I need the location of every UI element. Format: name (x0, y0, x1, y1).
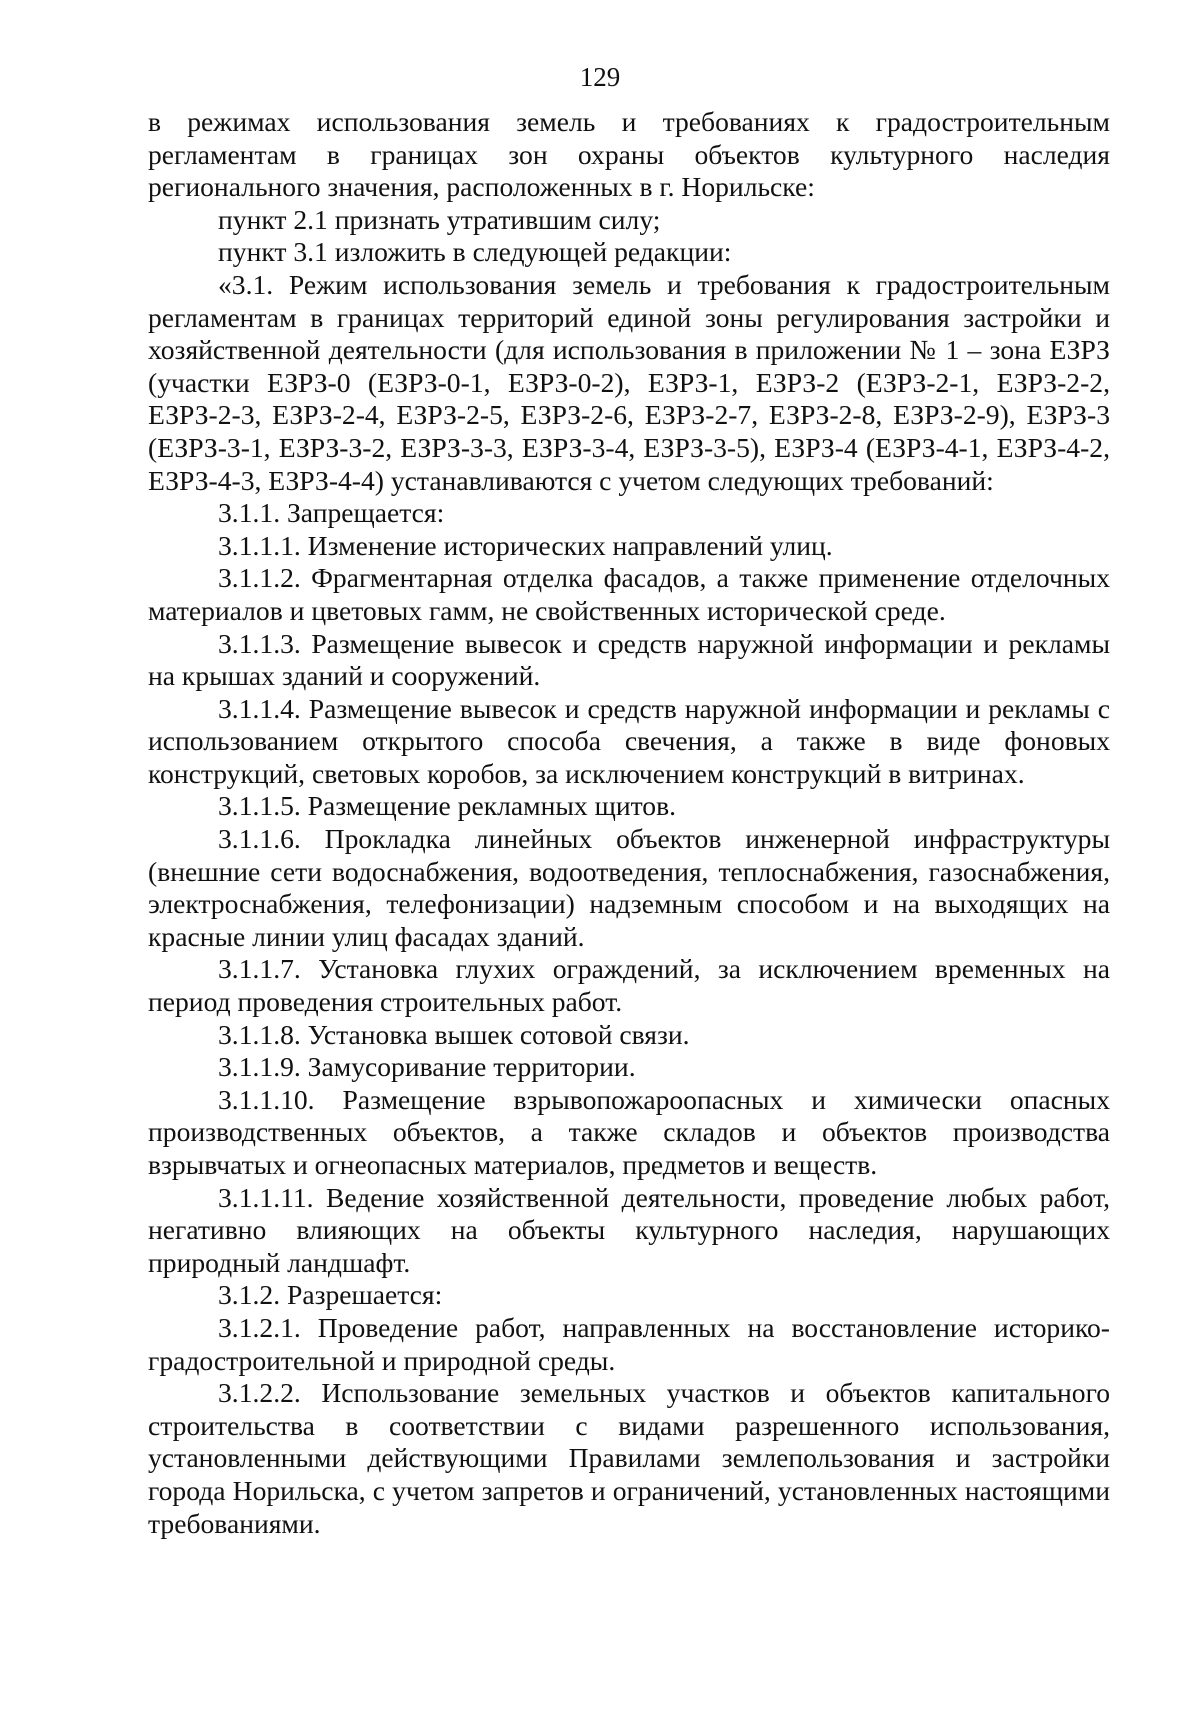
paragraph-3-1-1-11: 3.1.1.11. Ведение хозяйственной деятельности, проведение любых работ, негативно влияющих на объекты культурного наследия, нарушающих природный ландшафт. (148, 1181, 1110, 1278)
paragraph-3-1-1-10: 3.1.1.10. Размещение взрывопожароопасных и химически опасных производственных объектов, а также складов и объектов производства взрывчатых и огнеопасных материалов, предметов и веществ. (148, 1083, 1110, 1180)
paragraph-3-1-1-4: 3.1.1.4. Размещение вывесок и средств наружной информации и рекламы с использованием открытого способа свечения, а также в виде фоновых конструкций, световых коробов, за исключением конструкций в витринах. (148, 692, 1110, 789)
paragraph-3-1-1-9: 3.1.1.9. Замусоривание территории. (218, 1051, 636, 1083)
paragraph-3-1-2-1: 3.1.2.1. Проведение работ, направленных на восстановление историко-градостроительной и природной среды. (148, 1311, 1110, 1376)
paragraph-intro-continuation: в режимах использования земель и требованиях к градостроительным регламентам в границах зон охраны объектов культурного наследия регионального значения, расположенных в г. Норильске: (148, 106, 1110, 203)
paragraph-3-1-1-6: 3.1.1.6. Прокладка линейных объектов инженерной инфраструктуры (внешние сети водоснабжения, водоотведения, теплоснабжения, газоснабжения, электроснабжения, телефонизации) надземным способом и на выходящих на красные линии улиц фасадах зданий. (148, 823, 1110, 952)
paragraph-3-1-1-3: 3.1.1.3. Размещение вывесок и средств наружной информации и рекламы на крышах зданий и сооружений. (148, 627, 1110, 692)
document-body (148, 106, 1110, 1540)
paragraph-3-1-2: 3.1.2. Разрешается: (218, 1279, 443, 1311)
page-number: 129 (579, 62, 621, 92)
paragraph-3-1-1-5: 3.1.1.5. Размещение рекламных щитов. (218, 790, 677, 822)
paragraph-3-1-1-8: 3.1.1.8. Установка вышек сотовой связи. (218, 1018, 690, 1050)
paragraph-clause-3-1-intro: пункт 3.1 изложить в следующей редакции: (218, 236, 732, 268)
paragraph-3-1-2-2: 3.1.2.2. Использование земельных участков и объектов капитального строительства в соответствии с видами разрешенного использования, установленными действующими Правилами землепользования и застройки города Норильска, с учетом запретов и ограничений, установленных настоящими требованиями. (148, 1377, 1110, 1539)
paragraph-3-1-1: 3.1.1. Запрещается: (218, 497, 445, 529)
paragraph-3-1-1-1: 3.1.1.1. Изменение исторических направлений улиц. (218, 529, 833, 561)
paragraph-3-1-1-2: 3.1.1.2. Фрагментарная отделка фасадов, а также применение отделочных материалов и цветовых гамм, не свойственных исторической среде. (148, 562, 1110, 626)
paragraph-3-1: «3.1. Режим использования земель и требования к градостроительным регламентам в границах территорий единой зоны регулирования застройки и хозяйственной деятельности (для использования в приложении № 1 – зона ЕЗРЗ (участки ЕЗРЗ-0 (ЕЗРЗ-0-1, ЕЗРЗ-0-2), ЕЗРЗ-1, ЕЗРЗ-2 (ЕЗРЗ-2-1, ЕЗРЗ-2-2, ЕЗРЗ-2-3, ЕЗРЗ-2-4, ЕЗРЗ-2-5, ЕЗРЗ-2-6, ЕЗРЗ-2-7, ЕЗРЗ-2-8, ЕЗРЗ-2-9), ЕЗРЗ-3 (ЕЗРЗ-3-1, ЕЗРЗ-3-2, ЕЗРЗ-3-3, ЕЗРЗ-3-4, ЕЗРЗ-3-5), ЕЗРЗ-4 (ЕЗРЗ-4-1, ЕЗРЗ-4-2, ЕЗРЗ-4-3, ЕЗРЗ-4-4) устанавливаются с учетом следующих требований: (148, 268, 1110, 496)
paragraph-clause-2-1: пункт 2.1 признать утратившим силу; (218, 203, 661, 235)
paragraph-3-1-1-7: 3.1.1.7. Установка глухих ограждений, за исключением временных на период проведения строительных работ. (148, 953, 1110, 1018)
